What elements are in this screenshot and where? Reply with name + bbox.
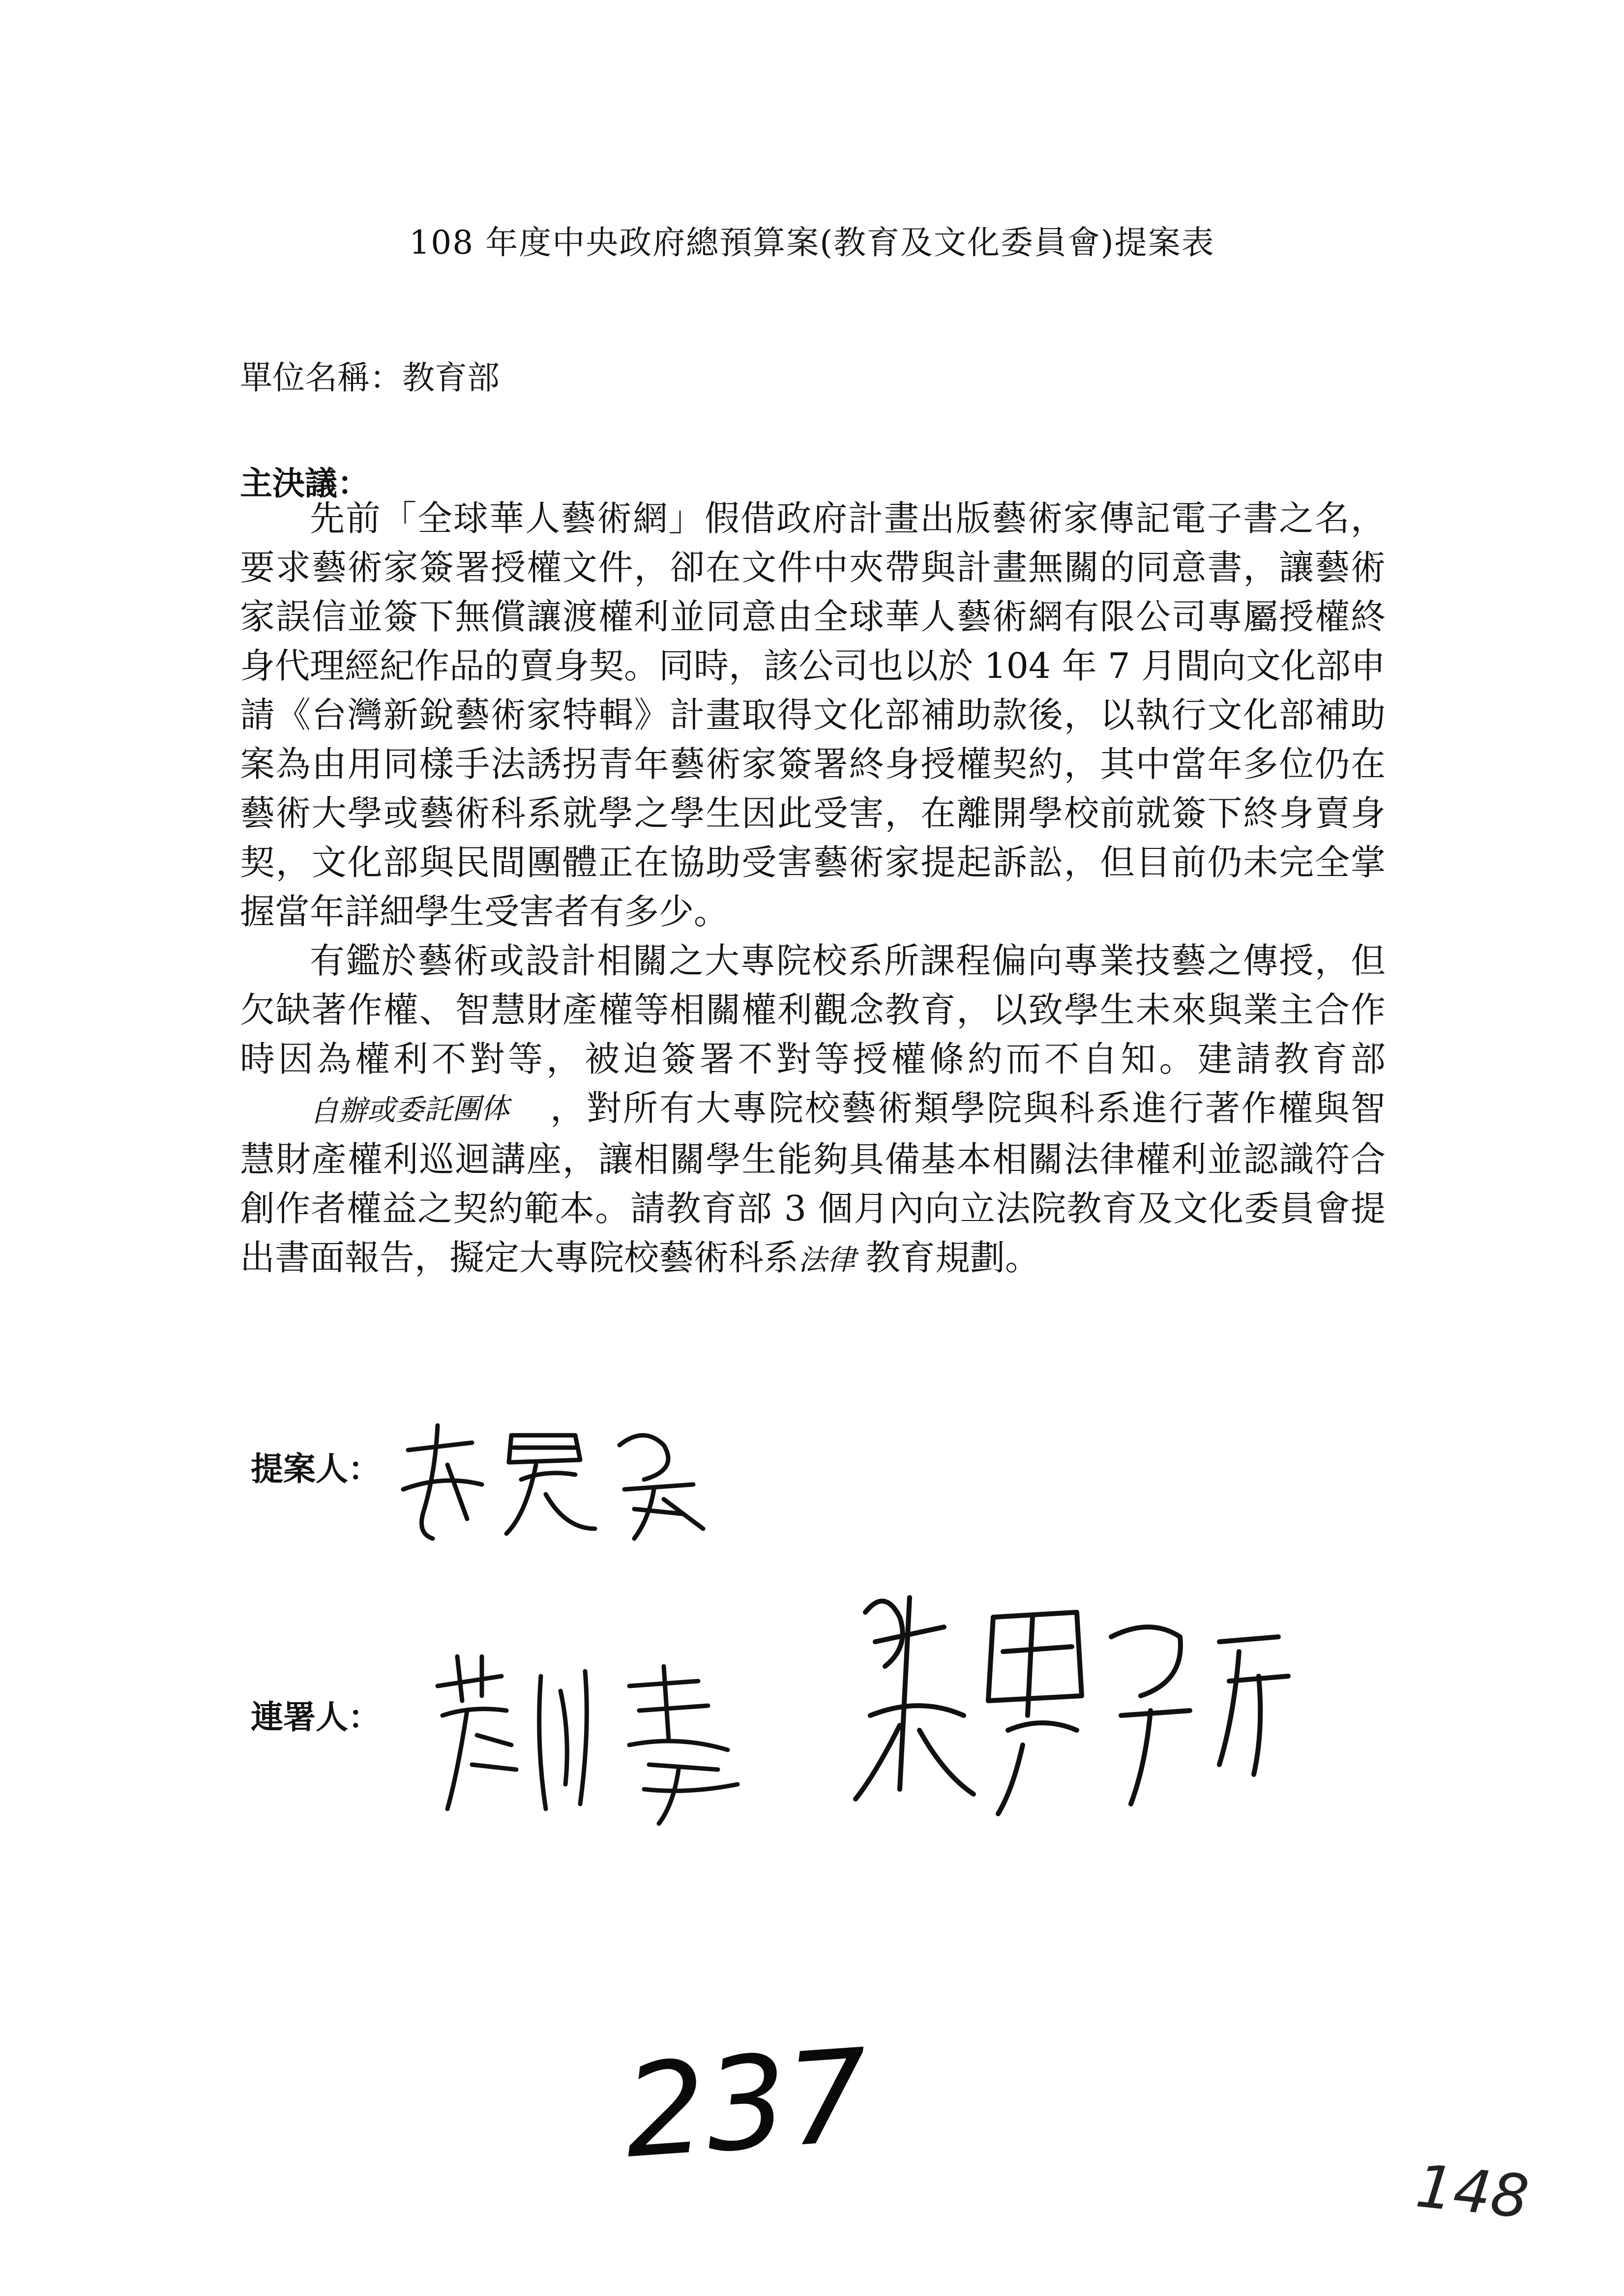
proposer-label: 提案人： xyxy=(251,1450,381,1488)
resolution-body xyxy=(240,494,1386,1284)
resolution-paragraph-1: 先前「全球華人藝術網」假借政府計畫出版藝術家傳記電子書之名，要求藝術家簽署授權文件，卻在文件中夾帶與計畫無關的同意書，讓藝術家誤信並簽下無償讓渡權利並同意由全球華人藝術網有限公司專屬授權終身代理經紀作品的賣身契。同時，該公司也以於 104 年 7 月間向文化部申請《台灣新銳藝術家特輯》計畫取得文化部補助款後，以執行文化部補助案為由用同樣手法誘拐青年藝術家簽署終身授權契約，其中當年多位仍在藝術大學或藝術科系就學之學生因此受害，在離開學校前就簽下終身賣身契，文化部與民間團體正在協助受害藝術家提起訴訟，但目前仍未完全掌握當年詳細學生受害者有多少。 xyxy=(240,498,1386,932)
cosigner-label: 連署人： xyxy=(251,1698,381,1736)
document-title: 108 年度中央政府總預算案(教育及文化委員會)提案表 xyxy=(409,224,1215,262)
resolution-paragraph-2 xyxy=(240,936,1386,1284)
handwritten-insert-2: 法律 xyxy=(798,1243,856,1277)
unit-name-line: 單位名稱：教育部 xyxy=(240,359,500,397)
proposer-signature xyxy=(388,1416,742,1553)
paragraph-2-text-c: 教育規劃。 xyxy=(865,1237,1040,1278)
handwritten-page-number: 237 xyxy=(620,2022,874,2187)
resolution-heading: 主決議： xyxy=(240,464,370,502)
handwritten-insert: 自辦或委託團体 xyxy=(309,1091,510,1129)
handwritten-folio-number: 148 xyxy=(1413,2152,1532,2232)
paragraph-2-text-b: ，對所有大專院校藝術類學院與科系進行著作權與智慧財產權利巡迴講座，讓相關學生能夠具備基本相關法律權利並認識符合創作者權益之契約範本。請教育部 3 個月內向立法院教育及文化委員會提出書面報告，擬定大專院校藝術科系 xyxy=(240,1088,1386,1278)
paragraph-2-text-a: 有鑑於藝術或設計相關之大專院校系所課程偏向專業技藝之傳授，但欠缺著作權、智慧財產權等相關權利觀念教育，以致學生未來與業主合作時因為權利不對等，被迫簽署不對等授權條約而不自知。建請教育部 xyxy=(240,940,1386,1079)
cosigner-signature-1 xyxy=(423,1647,797,1833)
cosigner-signature-2 xyxy=(846,1568,1318,1843)
